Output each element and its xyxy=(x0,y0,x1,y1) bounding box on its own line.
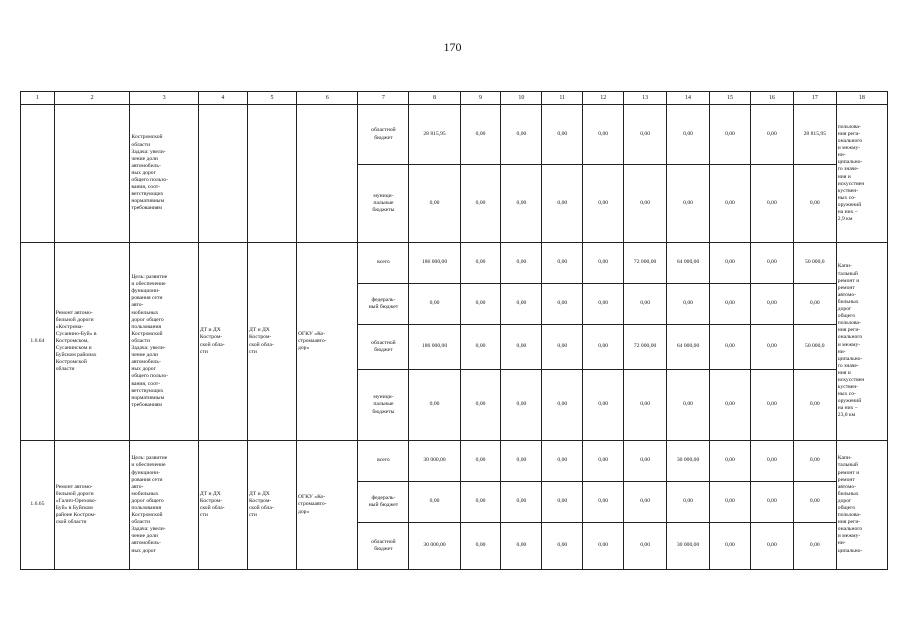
column-number-5: 5 xyxy=(247,92,296,105)
amount-cell: 0,00 xyxy=(750,165,793,243)
column-number-8: 8 xyxy=(409,92,460,105)
column-number-7: 7 xyxy=(358,92,409,105)
amount-cell: 0,00 xyxy=(624,105,667,165)
amount-cell: 0,00 xyxy=(750,523,793,570)
amount-cell: 0,00 xyxy=(583,370,624,441)
amount-cell: 0,00 xyxy=(624,284,667,325)
amount-cell: 0,00 xyxy=(793,370,836,441)
amount-cell: 0,00 xyxy=(460,243,501,284)
amount-cell: 30 000,00 xyxy=(667,523,710,570)
goal-cell: Цель: развитие и обеспечение функциони- рования сети авто- мобильных дорог общего пользования Костромской области Задача: увели- чение доли автомобиль- ных дорог xyxy=(130,441,199,570)
goal-cell: Цель: развитие и обеспечение функциони- рования сети авто- мобильных дорог общего пользования Костромской области Задача: увели- чение доли автомобиль- ных дорог общего пользо- вания, соот- ветствующих нормативным требованиям xyxy=(130,243,199,441)
amount-cell: 0,00 xyxy=(710,165,751,243)
coordinator-cell xyxy=(198,105,247,243)
goal-cell: Костромской области Задача: увели- чение доли автомобиль- ных дорог общего пользо- вания, соот- ветствующих нормативным требованиям xyxy=(130,105,199,243)
amount-cell: 0,00 xyxy=(583,284,624,325)
column-number-15: 15 xyxy=(710,92,751,105)
amount-cell: 0,00 xyxy=(460,370,501,441)
amount-cell: 0,00 xyxy=(542,284,583,325)
funding-source-cell: всего xyxy=(358,243,409,284)
amount-cell: 0,00 xyxy=(793,165,836,243)
column-number-row xyxy=(21,92,888,105)
amount-cell: 0,00 xyxy=(460,105,501,165)
column-number-4: 4 xyxy=(198,92,247,105)
amount-cell: 50 000,0 xyxy=(793,243,836,284)
program-table xyxy=(20,91,888,570)
amount-cell: 0,00 xyxy=(793,284,836,325)
amount-cell: 0,00 xyxy=(750,325,793,370)
amount-cell: 0,00 xyxy=(501,325,542,370)
amount-cell: 0,00 xyxy=(710,284,751,325)
amount-cell: 30 000,00 xyxy=(409,441,460,482)
column-number-2: 2 xyxy=(54,92,130,105)
amount-cell: 30 000,00 xyxy=(409,523,460,570)
funding-source-cell: муници- пальные бюджеты xyxy=(358,370,409,441)
amount-cell: 186 000,00 xyxy=(409,243,460,284)
amount-cell: 0,00 xyxy=(793,523,836,570)
amount-cell: 0,00 xyxy=(750,441,793,482)
amount-cell: 72 000,00 xyxy=(624,243,667,284)
amount-cell: 0,00 xyxy=(793,482,836,523)
amount-cell: 0,00 xyxy=(542,482,583,523)
amount-cell: 0,00 xyxy=(542,105,583,165)
amount-cell: 0,00 xyxy=(542,441,583,482)
column-number-13: 13 xyxy=(624,92,667,105)
amount-cell: 0,00 xyxy=(583,482,624,523)
amount-cell: 0,00 xyxy=(710,243,751,284)
amount-cell: 0,00 xyxy=(583,325,624,370)
amount-cell: 0,00 xyxy=(583,243,624,284)
funding-source-cell: областной бюджет xyxy=(358,105,409,165)
funding-source-cell: федераль- ный бюджет xyxy=(358,284,409,325)
column-number-12: 12 xyxy=(583,92,624,105)
amount-cell: 0,00 xyxy=(667,165,710,243)
amount-cell: 0,00 xyxy=(583,105,624,165)
amount-cell: 0,00 xyxy=(460,523,501,570)
amount-cell: 0,00 xyxy=(501,370,542,441)
column-number-17: 17 xyxy=(793,92,836,105)
amount-cell: 0,00 xyxy=(460,482,501,523)
amount-cell: 0,00 xyxy=(542,243,583,284)
funding-source-cell: всего xyxy=(358,441,409,482)
column-number-14: 14 xyxy=(667,92,710,105)
coordinator-cell: ДТ и ДХ Костром- ской обла- сти xyxy=(198,243,247,441)
table-row xyxy=(21,105,888,165)
amount-cell: 0,00 xyxy=(750,370,793,441)
result-cell: Капи- тальный ремонт и ремонт автомо- бильных дорог общего пользова- ния реги- онального и межму- ни- ципально- го значе- ния и искусствен куствен- ных со- оружений на них – 23,0 км xyxy=(836,243,887,441)
amount-cell: 0,00 xyxy=(460,165,501,243)
amount-cell: 0,00 xyxy=(710,482,751,523)
amount-cell: 0,00 xyxy=(501,441,542,482)
result-cell: пользова- ния реги- онального и межму- ни- ципально- го значе- ния и искусствен куствен- ных со- оружений на них – 2,9 км xyxy=(836,105,887,243)
amount-cell: 50 000,0 xyxy=(793,325,836,370)
amount-cell: 0,00 xyxy=(624,370,667,441)
item-number-cell: 1.6.65 xyxy=(21,441,55,570)
coordinator-cell: ДТ и ДХ Костром- ской обла- сти xyxy=(198,441,247,570)
funding-source-cell: муници- пальные бюджеты xyxy=(358,165,409,243)
amount-cell: 0,00 xyxy=(409,284,460,325)
amount-cell: 0,00 xyxy=(542,370,583,441)
funding-source-cell: областной бюджет xyxy=(358,325,409,370)
amount-cell: 0,00 xyxy=(793,441,836,482)
funding-source-cell: областной бюджет xyxy=(358,523,409,570)
amount-cell: 0,00 xyxy=(750,105,793,165)
table-body xyxy=(21,92,888,570)
amount-cell: 186 000,00 xyxy=(409,325,460,370)
amount-cell: 0,00 xyxy=(542,523,583,570)
amount-cell: 0,00 xyxy=(667,482,710,523)
amount-cell: 0,00 xyxy=(710,441,751,482)
column-number-18: 18 xyxy=(836,92,887,105)
amount-cell: 64 000,00 xyxy=(667,325,710,370)
amount-cell: 0,00 xyxy=(710,370,751,441)
amount-cell: 0,00 xyxy=(710,523,751,570)
amount-cell: 0,00 xyxy=(624,441,667,482)
result-cell: Капи- тальный ремонт и ремонт автомо- бильных дорог общего пользова- ния реги- онального и межму- ни- ципально- xyxy=(836,441,887,570)
amount-cell: 0,00 xyxy=(667,105,710,165)
amount-cell: 0,00 xyxy=(542,165,583,243)
amount-cell: 0,00 xyxy=(624,523,667,570)
amount-cell: 0,00 xyxy=(501,243,542,284)
item-number-cell xyxy=(21,105,55,243)
executor-cell: ДТ и ДХ Костром- ской обла- сти xyxy=(247,441,296,570)
column-number-6: 6 xyxy=(297,92,358,105)
amount-cell: 0,00 xyxy=(501,105,542,165)
participant-cell: ОГКУ «Ко- стромаавто- дор» xyxy=(297,243,358,441)
amount-cell: 30 000,00 xyxy=(667,441,710,482)
funding-source-cell: федераль- ный бюджет xyxy=(358,482,409,523)
item-name-cell xyxy=(54,105,130,243)
item-name-cell: Ремонт автомо- бильной дороги «Галич-Орехово- Буй» в Буйском районе Костром- ской области xyxy=(54,441,130,570)
amount-cell: 0,00 xyxy=(409,482,460,523)
executor-cell xyxy=(247,105,296,243)
amount-cell: 0,00 xyxy=(710,105,751,165)
amount-cell: 28 815,95 xyxy=(793,105,836,165)
amount-cell: 0,00 xyxy=(501,523,542,570)
amount-cell: 0,00 xyxy=(501,284,542,325)
amount-cell: 0,00 xyxy=(460,441,501,482)
amount-cell: 0,00 xyxy=(583,523,624,570)
table-row xyxy=(21,441,888,482)
item-name-cell: Ремонт автомо- бильной дороги «Кострома- Сусанино-Буй» в Костромском, Сусанинском и Буйском районах Костромской области xyxy=(54,243,130,441)
column-number-11: 11 xyxy=(542,92,583,105)
column-number-1: 1 xyxy=(21,92,55,105)
page-number: 170 xyxy=(443,40,462,54)
column-number-3: 3 xyxy=(130,92,199,105)
item-number-cell: 1.6.64 xyxy=(21,243,55,441)
amount-cell: 0,00 xyxy=(583,441,624,482)
amount-cell: 0,00 xyxy=(750,482,793,523)
amount-cell: 0,00 xyxy=(409,165,460,243)
amount-cell: 0,00 xyxy=(710,325,751,370)
amount-cell: 0,00 xyxy=(667,284,710,325)
amount-cell: 0,00 xyxy=(750,243,793,284)
column-number-16: 16 xyxy=(750,92,793,105)
amount-cell: 0,00 xyxy=(624,165,667,243)
amount-cell: 0,00 xyxy=(501,482,542,523)
amount-cell: 0,00 xyxy=(501,165,542,243)
amount-cell: 0,00 xyxy=(460,284,501,325)
amount-cell: 0,00 xyxy=(583,165,624,243)
table-row xyxy=(21,243,888,284)
column-number-9: 9 xyxy=(460,92,501,105)
executor-cell: ДТ и ДХ Костром- ской обла- сти xyxy=(247,243,296,441)
participant-cell: ОГКУ «Ко- стромаавто- дор» xyxy=(297,441,358,570)
column-number-10: 10 xyxy=(501,92,542,105)
amount-cell: 64 000,00 xyxy=(667,243,710,284)
amount-cell: 0,00 xyxy=(624,482,667,523)
amount-cell: 0,00 xyxy=(460,325,501,370)
participant-cell xyxy=(297,105,358,243)
amount-cell: 0,00 xyxy=(667,370,710,441)
amount-cell: 0,00 xyxy=(542,325,583,370)
amount-cell: 0,00 xyxy=(409,370,460,441)
amount-cell: 0,00 xyxy=(750,284,793,325)
amount-cell: 28 815,95 xyxy=(409,105,460,165)
amount-cell: 72 000,00 xyxy=(624,325,667,370)
